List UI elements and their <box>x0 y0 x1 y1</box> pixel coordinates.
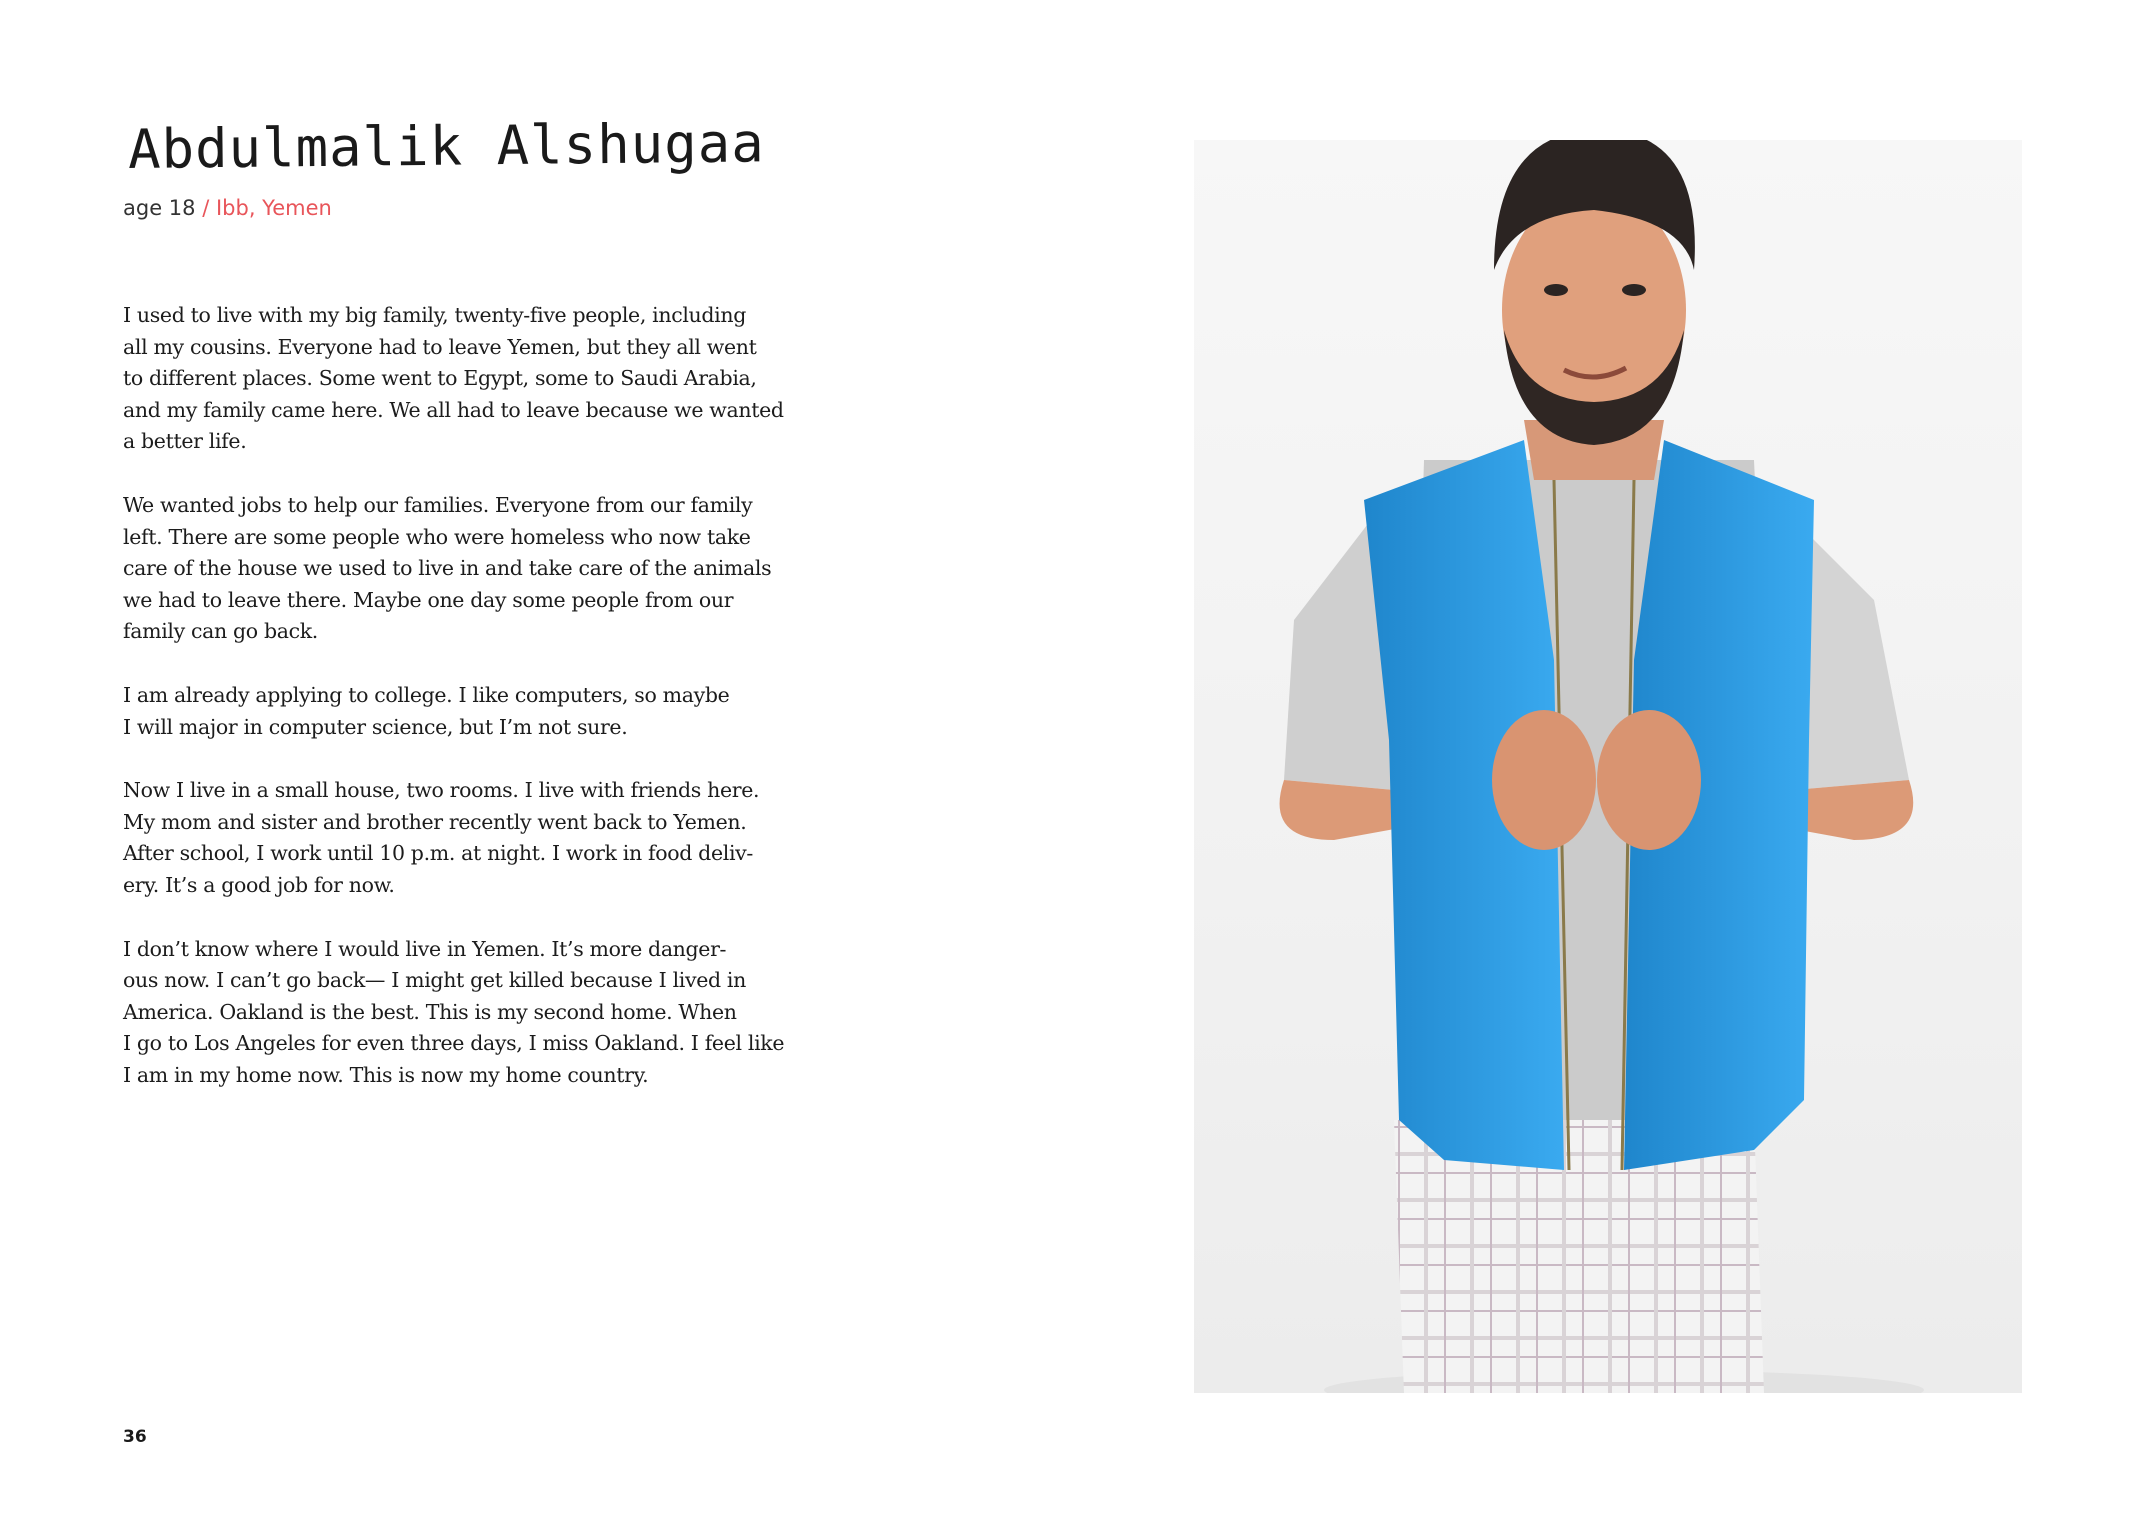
story-line: I will major in computer science, but I’m not sure. <box>123 714 628 739</box>
story-paragraph <box>123 775 760 901</box>
story-body <box>123 300 785 1123</box>
story-paragraph <box>123 680 730 743</box>
plaid-shorts <box>1394 1120 1764 1393</box>
story-line: ous now. I can’t go back— I might get killed because I lived in <box>123 968 746 993</box>
story-paragraph <box>123 934 785 1092</box>
story-line: America. Oakland is the best. This is my second home. When <box>123 999 737 1024</box>
subtitle-separator: / <box>202 196 210 220</box>
story-paragraph <box>123 300 784 458</box>
story-line: left. There are some people who were homeless who now take <box>123 524 751 549</box>
right-hand <box>1597 710 1701 850</box>
story-paragraph <box>123 490 772 648</box>
story-line: a better life. <box>123 429 247 454</box>
story-line: we had to leave there. Maybe one day some people from our <box>123 587 734 612</box>
story-line: I don’t know where I would live in Yemen. It’s more danger- <box>123 936 727 961</box>
person-subtitle <box>123 196 332 220</box>
story-line: After school, I work until 10 p.m. at night. I work in food deliv- <box>123 841 753 866</box>
story-line: ery. It’s a good job for now. <box>123 872 395 897</box>
person-name: Abdulmalik Alshugaa <box>127 111 766 181</box>
story-line: I go to Los Angeles for even three days, I miss Oakland. I feel like <box>123 1031 785 1056</box>
story-line: I am in my home now. This is now my home country. <box>123 1062 649 1087</box>
right-eye <box>1622 284 1646 296</box>
story-line: family can go back. <box>123 619 318 644</box>
story-line: I used to live with my big family, twenty-five people, including <box>123 303 747 327</box>
portrait-photo <box>1194 140 2022 1393</box>
person-age: age 18 <box>123 196 196 220</box>
story-line: and my family came here. We all had to leave because we wanted <box>123 397 784 422</box>
portrait-illustration <box>1194 140 2022 1393</box>
person-origin: Ibb, Yemen <box>215 196 332 220</box>
left-eye <box>1544 284 1568 296</box>
story-line: I am already applying to college. I like computers, so maybe <box>123 682 730 707</box>
story-line: all my cousins. Everyone had to leave Yemen, but they all went <box>123 334 757 359</box>
story-line: to different places. Some went to Egypt, some to Saudi Arabia, <box>123 366 757 391</box>
left-hand <box>1492 710 1596 850</box>
story-line: care of the house we used to live in and take care of the animals <box>123 556 772 581</box>
story-line: We wanted jobs to help our families. Everyone from our family <box>123 492 753 517</box>
page-number: 36 <box>123 1427 147 1447</box>
story-line: Now I live in a small house, two rooms. I live with friends here. <box>123 778 760 803</box>
story-line: My mom and sister and brother recently went back to Yemen. <box>123 809 747 834</box>
